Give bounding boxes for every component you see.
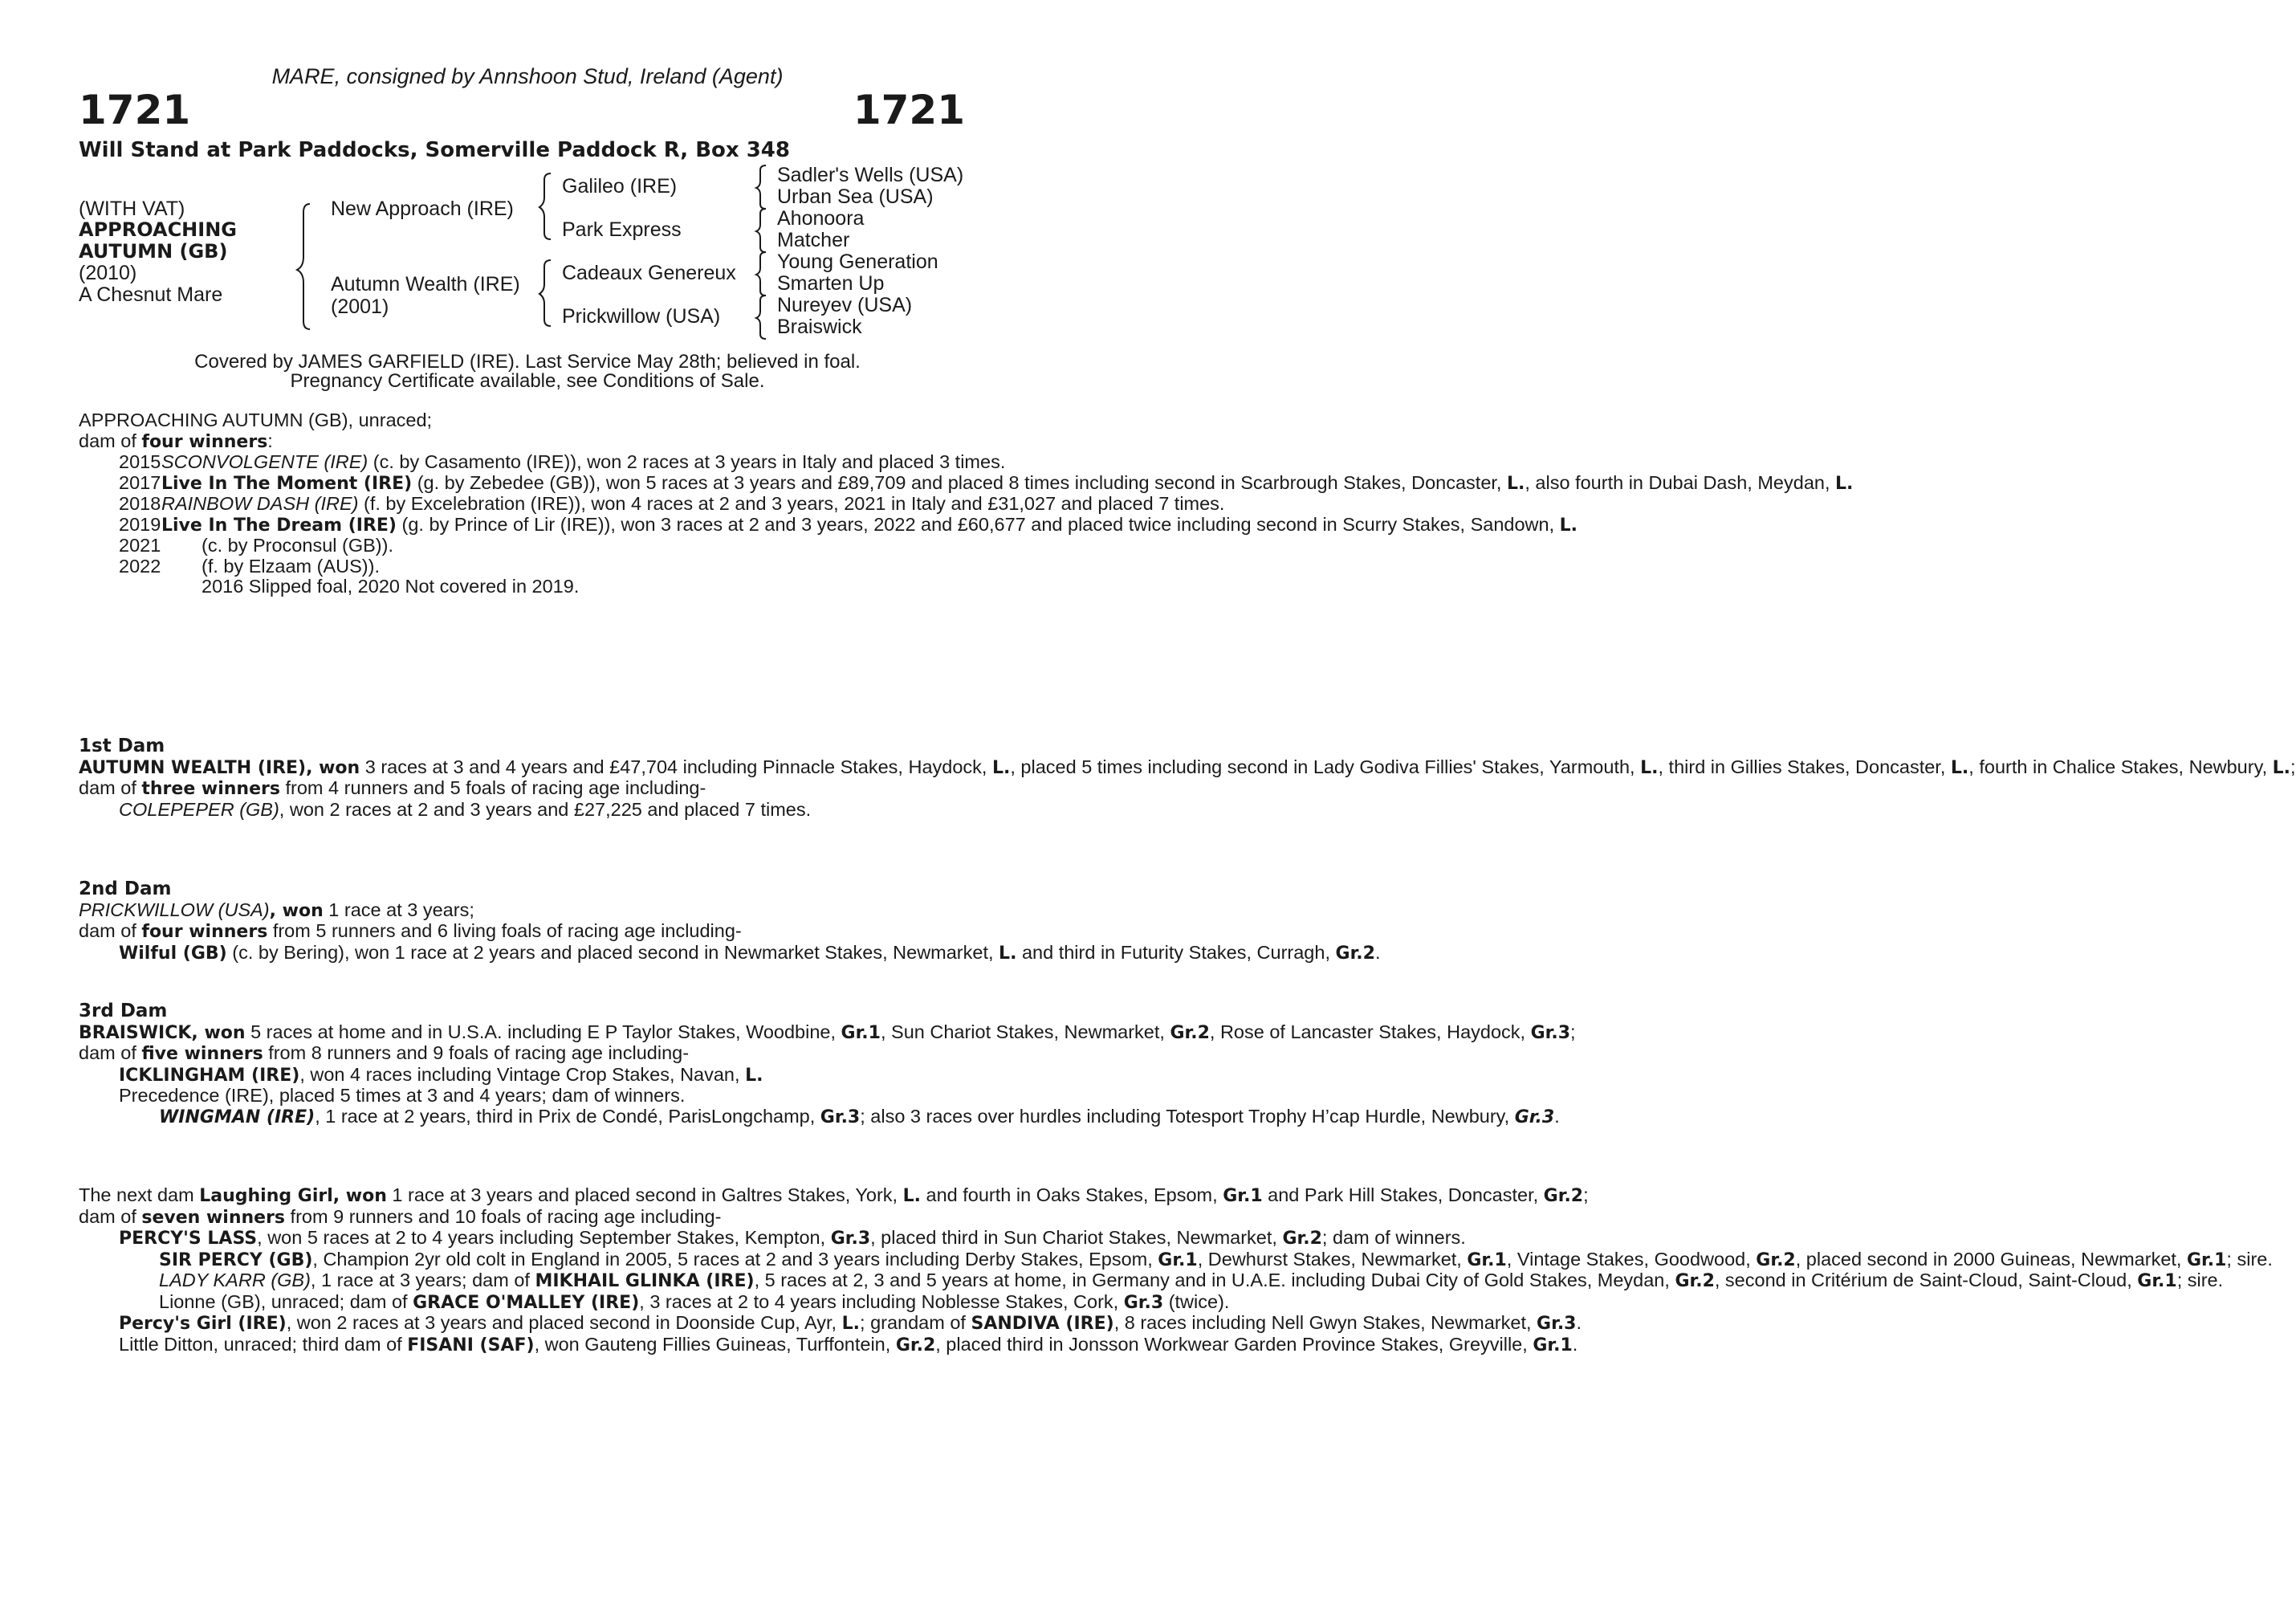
pedigree-sds: Ahonoora: [777, 207, 865, 230]
produce-row: 2017 Live In The Moment (IRE) (g. by Zebedee (GB)), won 5 races at 3 years and £89,709 and placed 8 times including second in Scarbrough Stakes, Doncaster, L., also fourth in Dubai Dash, Meydan, L.: [119, 471, 1854, 494]
produce-row: 2022 (f. by Elzaam (AUS)).: [119, 555, 380, 577]
pedigree-dam-year: (2001): [331, 296, 389, 318]
pedigree-dss: Young Generation: [777, 251, 938, 273]
consignor-line: MARE, consigned by Annshoon Stud, Ireland (Agent): [271, 64, 784, 88]
pedigree-sss: Sadler's Wells (USA): [777, 164, 964, 186]
pedigree-dam: Autumn Wealth (IRE): [331, 273, 520, 296]
pedigree-dam-dam: Prickwillow (USA): [562, 305, 721, 328]
covered-line: Covered by JAMES GARFIELD (IRE). Last Service May 28th; believed in foal.: [194, 351, 861, 373]
second-dam-section: 2nd Dam PRICKWILLOW (USA), won 1 race at 3 years; dam of four winners from 5 runners and 6 living foals of racing age including- Wilful (GB) (c. by Bering), won 1 race at 2 years and placed second in Newmarket Stakes, Newmarket, L. and third in Futurity Stakes, Curragh, Gr.2.: [79, 878, 1381, 964]
produce-intro: APPROACHING AUTUMN (GB), unraced;: [79, 410, 433, 430]
pedigree-sdd: Matcher: [777, 229, 850, 251]
produce-damof: dam of four winners:: [79, 430, 273, 452]
first-dam-section: 1st Dam AUTUMN WEALTH (IRE), won 3 races at 3 and 4 years and £47,704 including Pinnacle Stakes, Haydock, L., placed 5 times including second in Lady Godiva Fillies' Stakes, Yarmouth, L., third in Gillies Stakes, Doncaster, L., fourth in Chalice Stakes, Newbury, L.; dam of three winners from 4 runners and 5 foals of racing age including- COLEPEPER (GB), won 2 races at 2 and 3 years and £27,225 and placed 7 times.: [79, 736, 2296, 820]
vat-label: (WITH VAT): [79, 198, 185, 220]
produce-slipped: 2016 Slipped foal, 2020 Not covered in 2019.: [202, 576, 580, 597]
pregnancy-line: Pregnancy Certificate available, see Conditions of Sale.: [290, 370, 765, 392]
pedigree-dam-sire: Cadeaux Genereux: [562, 262, 736, 284]
horse-year: (2010): [79, 262, 137, 284]
pedigree-dsd: Smarten Up: [777, 272, 885, 295]
produce-row: 2019 Live In The Dream (IRE) (g. by Prince of Lir (IRE)), won 3 races at 2 and 3 years, 2022 and £60,677 and placed twice including second in Scurry Stakes, Sandown, L.: [119, 513, 1578, 536]
lot-number-left: 1721: [79, 87, 191, 133]
pedigree-ssd: Urban Sea (USA): [777, 185, 934, 208]
next-dam-section: The next dam Laughing Girl, won 1 race at 3 years and placed second in Galtres Stakes, York, L. and fourth in Oaks Stakes, Epsom, Gr.1 and Park Hill Stakes, Doncaster, Gr.2; dam of seven winners from 9 runners and 10 foals of racing age including- PERCY'S LASS, won 5 races at 2 to 4 years including September Stakes, Kempton, Gr.3, placed third in Sun Chariot Stakes, Newmarket, Gr.2; dam of winners. SIR PERCY (GB), Champion 2yr old colt in England in 2005, 5 races at 2 and 3 years including Derby Stakes, Epsom, Gr.1, Dewhurst Stakes, Newmarket, Gr.1, Vintage Stakes, Goodwood, Gr.2, placed second in 2000 Guineas, Newmarket, Gr.1; sire. LADY KARR (GB), 1 race at 3 years; dam of MIKHAIL GLINKA (IRE), 5 races at 2, 3 and 5 years at home, in Germany and in U.A.E. including Dubai City of Gold Stakes, Meydan, Gr.2, second in Critérium de Saint-Cloud, Saint-Cloud, Gr.1; sire. Lionne (GB), unraced; dam of GRACE O'MALLEY (IRE), 3 races at 2 to 4 years including Noblesse Stakes, Cork, Gr.3 (twice). Percy's Girl (IRE), won 2 races at 3 years and placed second in Doonside Cup, Ayr, L.; grandam of SANDIVA (IRE), 8 races including Nell Gwyn Stakes, Newmarket, Gr.3. Little Ditton, unraced; third dam of FISANI (SAF), won Gauteng Fillies Guineas, Turffontein, Gr.2, placed third in Jonsson Workwear Garden Province Stakes, Greyville, Gr.1.: [79, 1184, 2273, 1355]
third-dam-section: 3rd Dam BRAISWICK, won 5 races at home and in U.S.A. including E P Taylor Stakes, Woodbine, Gr.1, Sun Chariot Stakes, Newmarket, Gr.2, Rose of Lancaster Stakes, Haydock, Gr.3; dam of five winners from 8 runners and 9 foals of racing age including- ICKLINGHAM (IRE), won 4 races including Vintage Crop Stakes, Navan, L. Precedence (IRE), placed 5 times at 3 and 4 years; dam of winners. WINGMAN (IRE), 1 race at 2 years, third in Prix de Condé, ParisLongchamp, Gr.3; also 3 races over hurdles including Totesport Trophy H’cap Hurdle, Newbury, Gr.3.: [79, 1001, 1576, 1127]
produce-row: 2018 RAINBOW DASH (IRE) (f. by Excelebration (IRE)), won 4 races at 2 and 3 years, 2021 in Italy and £31,027 and placed 7 times.: [119, 493, 1225, 514]
lot-number-right: 1721: [853, 87, 965, 133]
stand-location: Will Stand at Park Paddocks, Somerville Paddock R, Box 348: [79, 138, 790, 162]
horse-name-line1: APPROACHING: [79, 218, 237, 241]
third-dam-heading: 3rd Dam: [79, 1001, 168, 1021]
first-dam-heading: 1st Dam: [79, 736, 165, 756]
produce-row: 2021 (c. by Proconsul (GB)).: [119, 535, 393, 556]
produce-section: [79, 410, 1854, 597]
pedigree-sire-sire: Galileo (IRE): [562, 175, 678, 198]
pedigree-sire: New Approach (IRE): [331, 198, 514, 220]
second-dam-heading: 2nd Dam: [79, 878, 172, 899]
pedigree-ddd: Braiswick: [777, 316, 862, 338]
horse-description: A Chesnut Mare: [79, 283, 223, 306]
produce-row: 2015 SCONVOLGENTE (IRE) (c. by Casamento (IRE)), won 2 races at 3 years in Italy and placed 3 times.: [119, 451, 1006, 472]
pedigree-sire-dam: Park Express: [562, 218, 682, 241]
pedigree-dds: Nureyev (USA): [777, 294, 913, 316]
horse-name-line2: AUTUMN (GB): [79, 240, 228, 263]
